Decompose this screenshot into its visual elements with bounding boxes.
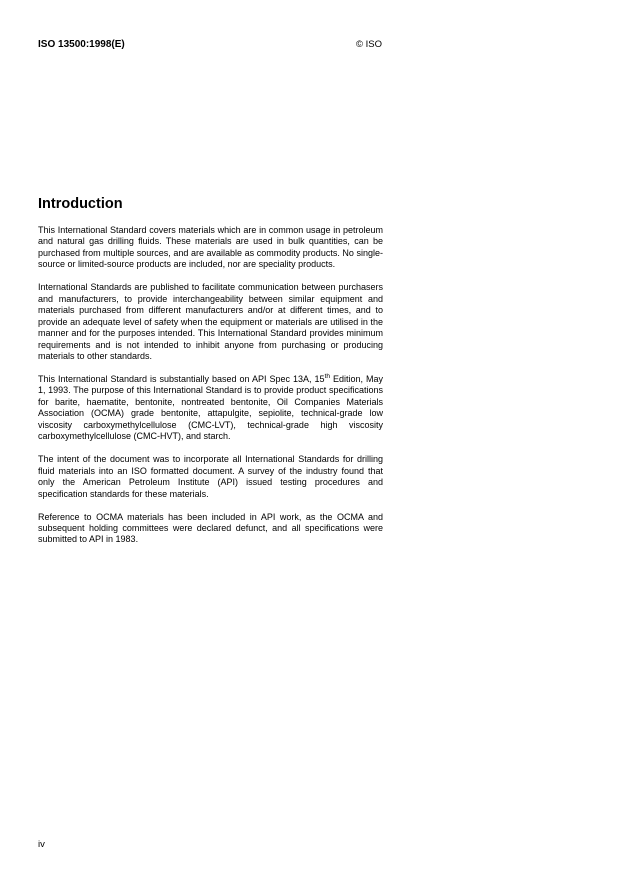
copyright-notice: © ISO	[356, 39, 383, 50]
page-number: iv	[38, 839, 45, 850]
paragraph-scope: This International Standard covers materials which are in common usage in petroleum and natural gas drilling fluids. These materials are used in bulk quantities, can be purchased from multiple sources, and are available as commodity products. No single-source or limited-source products are included, nor are speciality products.	[38, 225, 383, 270]
paragraph-ocma-reference: Reference to OCMA materials has been included in API work, as the OCMA and subsequent holding committees were declared defunct, and all specifications were submitted to API in 1983.	[38, 511, 383, 545]
paragraph-document-intent: The intent of the document was to incorporate all International Standards for drilling fluid materials into an ISO formatted document. A survey of the industry found that only the American Petroleum Institute (API) issued testing procedures and specification standards for these materials.	[38, 454, 383, 499]
api-basis-lead: This International Standard is substantially based on API Spec 13A, 15	[38, 373, 325, 384]
paragraph-api-basis	[38, 374, 383, 443]
edition-ordinal-superscript: th	[324, 372, 330, 380]
paragraph-purpose-of-standards: International Standards are published to facilitate communication between purchasers and manufacturers, to provide interchangeability between similar equipment and materials purchased from different manufacturers and/or at different times, and to provide an adequate level of safety when the equipment or materials are utilised in the manner and for the purposes intended. This International Standard provides minimum requirements and is not intended to inhibit anyone from purchasing or producing materials to other standards.	[38, 282, 383, 362]
section-body	[38, 225, 383, 557]
standard-number: ISO 13500:1998(E)	[38, 39, 125, 50]
api-basis-rest: Edition, May 1, 1993. The purpose of this International Standard is to provide product specifications for barite, haematite, bentonite, nontreated bentonite, Oil Companies Materials Association (OCMA) grade bentonite, attapulgite, sepiolite, technical-grade low viscosity carboxymethylcellulose (CMC-LVT), technical-grade high viscosity carboxymethylcellulose (CMC-HVT), and starch.	[38, 373, 383, 442]
section-title: Introduction	[38, 196, 123, 212]
